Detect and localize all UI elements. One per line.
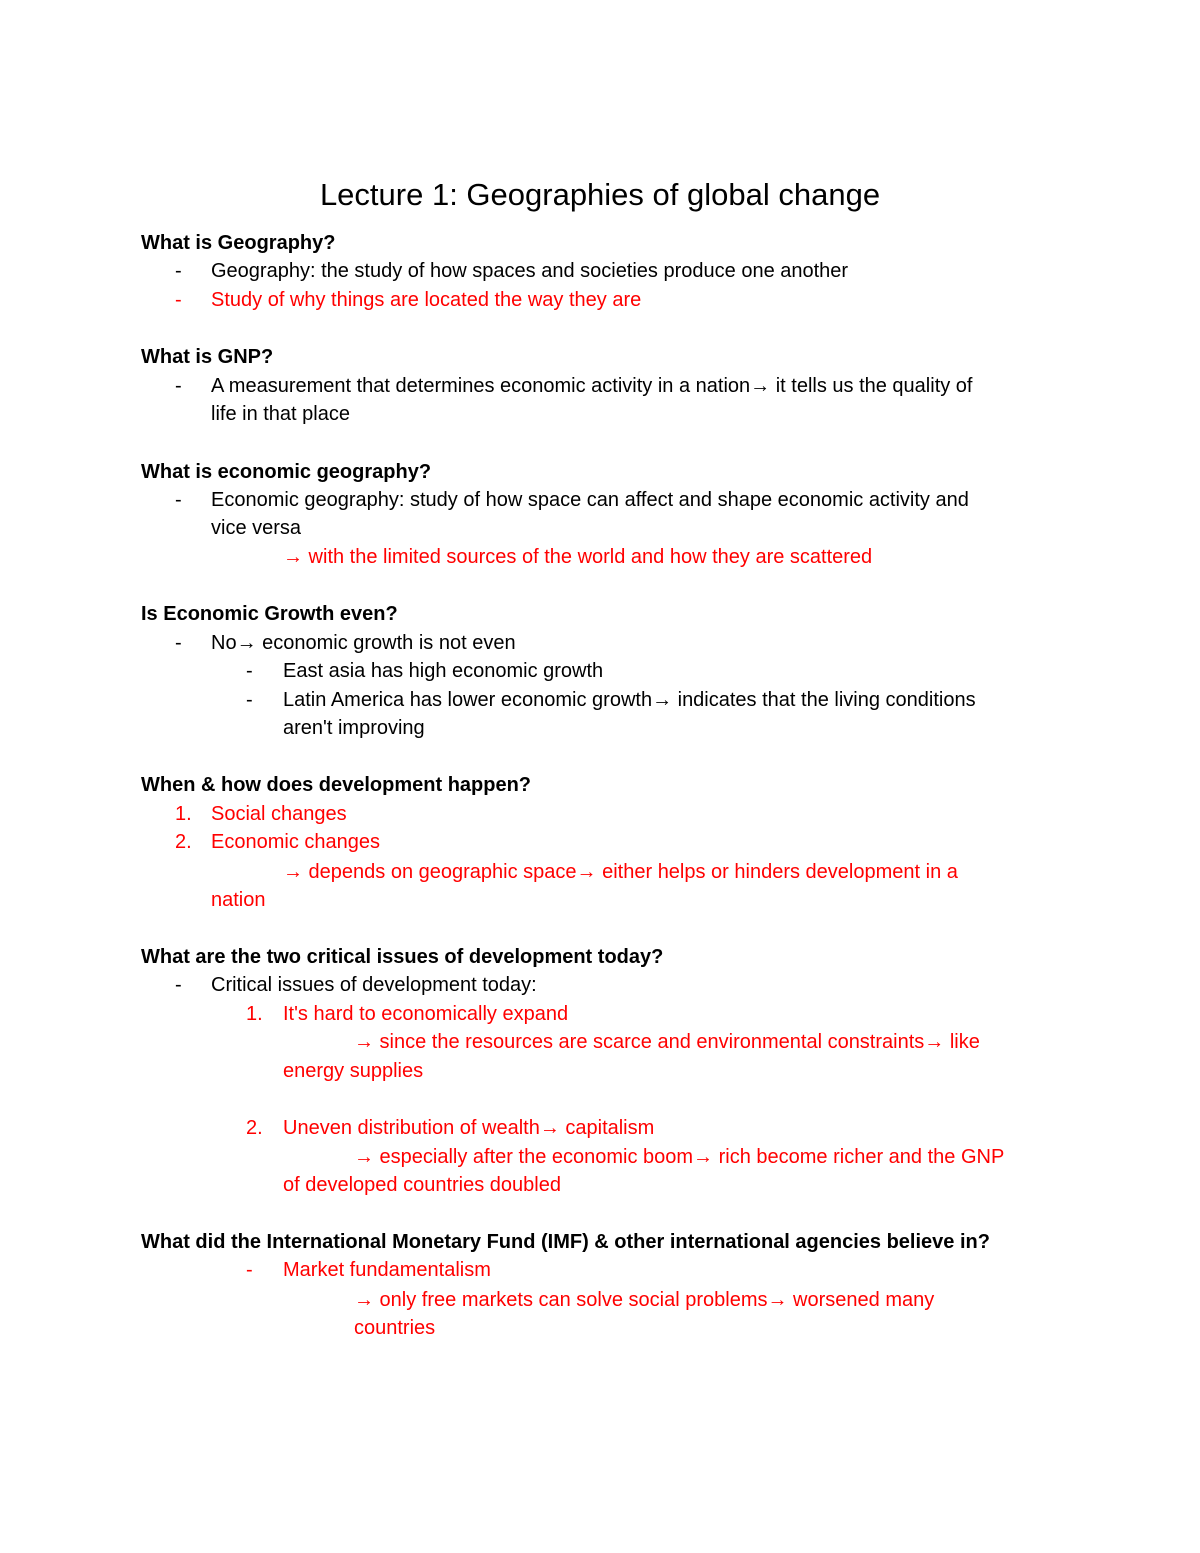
list-number: 1. (246, 1003, 263, 1025)
bullet-dash: - (246, 689, 253, 711)
note-line: East asia has high economic growth (283, 660, 604, 682)
note-line: nation (211, 889, 266, 911)
bullet-dash: - (175, 974, 182, 996)
section-heading: What is Geography? (141, 232, 336, 254)
note-line: → depends on geographic space→ either helps or hinders development in a (283, 861, 958, 883)
note-line: A measurement that determines economic activity in a nation→ it tells us the quality of (211, 375, 973, 397)
note-line: aren't improving (283, 717, 425, 739)
note-line: Study of why things are located the way they are (211, 289, 642, 311)
note-line: It's hard to economically expand (283, 1003, 569, 1025)
note-line: vice versa (211, 517, 302, 539)
note-line: → especially after the economic boom→ rich become richer and the GNP (354, 1146, 1005, 1168)
note-line: life in that place (211, 403, 350, 425)
note-line: of developed countries doubled (283, 1174, 561, 1196)
note-line: energy supplies (283, 1060, 424, 1082)
section-heading: What is economic geography? (141, 461, 432, 483)
note-line: Critical issues of development today: (211, 974, 537, 996)
list-number: 1. (175, 803, 192, 825)
bullet-dash: - (246, 660, 253, 682)
section-heading: What is GNP? (141, 346, 274, 368)
section-heading: When & how does development happen? (141, 774, 532, 796)
bullet-dash: - (175, 489, 182, 511)
bullet-dash: - (175, 289, 182, 311)
note-line: Uneven distribution of wealth→ capitalism (283, 1117, 655, 1139)
note-line: No→ economic growth is not even (211, 632, 516, 654)
page-title: Lecture 1: Geographies of global change (319, 177, 881, 212)
bullet-dash: - (175, 632, 182, 654)
list-number: 2. (175, 831, 192, 853)
note-line: countries (354, 1317, 436, 1339)
note-line: → with the limited sources of the world and how they are scattered (283, 546, 873, 568)
bullet-dash: - (175, 260, 182, 282)
note-line: Economic geography: study of how space can affect and shape economic activity and (211, 489, 969, 511)
note-line: → only free markets can solve social problems→ worsened many (354, 1289, 935, 1311)
note-line: Geography: the study of how spaces and societies produce one another (211, 260, 849, 282)
note-line: Market fundamentalism (283, 1259, 491, 1281)
list-number: 2. (246, 1117, 263, 1139)
section-heading: What are the two critical issues of development today? (141, 946, 664, 968)
note-line: Social changes (211, 803, 347, 825)
section-heading: What did the International Monetary Fund (IMF) & other international agencies believe in? (141, 1231, 990, 1253)
bullet-dash: - (175, 375, 182, 397)
section-heading: Is Economic Growth even? (141, 603, 398, 625)
note-line: → since the resources are scarce and environmental constraints→ like (354, 1031, 980, 1053)
bullet-dash: - (246, 1259, 253, 1281)
note-line: Latin America has lower economic growth→ indicates that the living conditions (283, 689, 976, 711)
note-line: Economic changes (211, 831, 380, 853)
